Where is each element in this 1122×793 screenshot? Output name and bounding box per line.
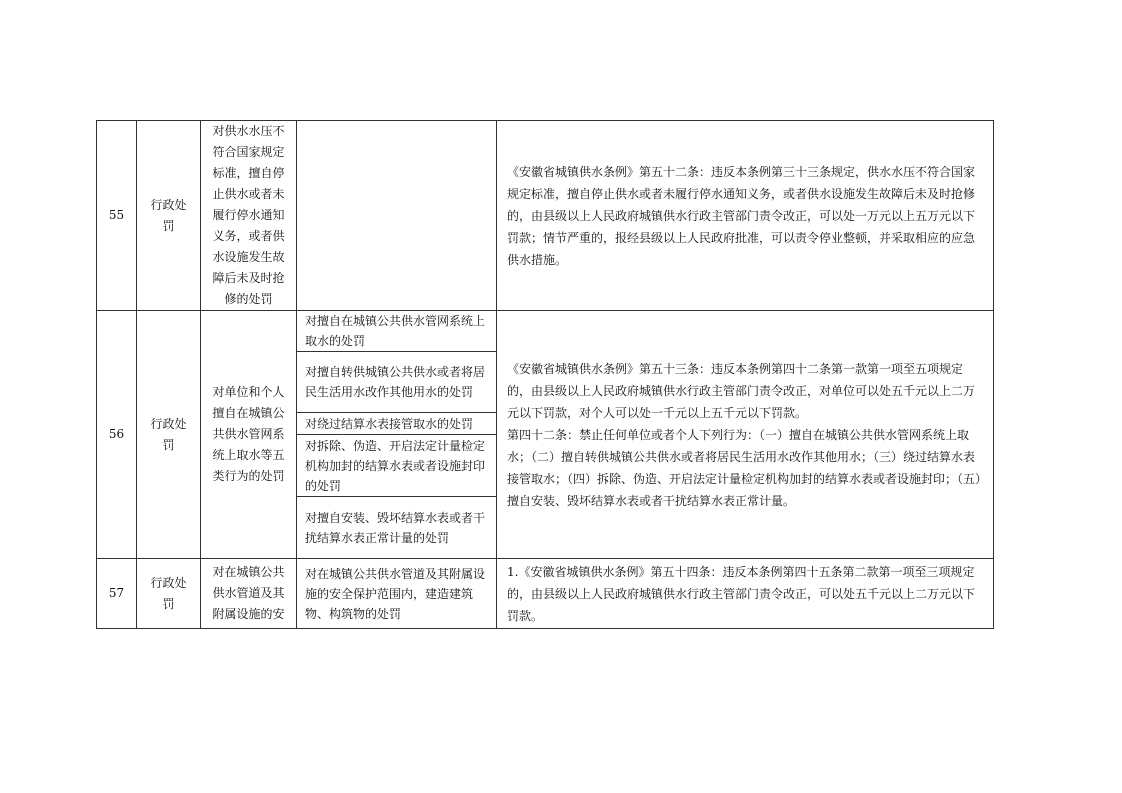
sub-item: 对擅自安装、毁坏结算水表或者干扰结算水表正常计量的处罚 xyxy=(297,497,497,559)
table-row xyxy=(97,559,994,629)
table-row xyxy=(97,121,994,311)
legal-basis xyxy=(497,121,994,311)
sub-item: 对擅自在城镇公共供水管网系统上取水的处罚 xyxy=(297,311,497,352)
legal-basis xyxy=(497,559,994,629)
row-number: 55 xyxy=(97,121,137,311)
legal-basis-text: 《安徽省城镇供水条例》第五十二条：违反本条例第三十三条规定，供水水压不符合国家规定标准，擅自停止供水或者未履行停水通知义务，或者供水设施发生故障后未及时抢修的，由县级以上人民政府城镇供水行政主管部门责令改正，可以处一万元以上五万元以下罚款；情节严重的，报经县级以上人民政府批准，可以责令停业整顿，并采取相应的应急供水措施。 xyxy=(507,164,976,267)
legal-basis xyxy=(497,311,994,559)
sub-item: 对在城镇公共供水管道及其附属设施的安全保护范围内，建造建筑物、构筑物的处罚 xyxy=(297,559,497,629)
row-number: 57 xyxy=(97,559,137,629)
legal-basis-text: 1.《安徽省城镇供水条例》第五十四条：违反本条例第四十五条第二款第一项至三项规定的，由县级以上人民政府城镇供水行政主管部门责令改正，可以处五千元以上二万元以下罚款。 xyxy=(507,564,976,623)
sub-item-empty xyxy=(297,121,497,311)
penalty-item: 对在城镇公共供水管道及其附属设施的安 xyxy=(201,559,297,629)
penalty-item: 对单位和个人擅自在城镇公共供水管网系统上取水等五类行为的处罚 xyxy=(201,311,297,559)
penalty-item: 对供水水压不符合国家规定标准，擅自停止供水或者未履行停水通知义务，或者供水设施发生故障后未及时抢修的处罚 xyxy=(201,121,297,311)
sub-item: 对擅自转供城镇公共供水或者将居民生活用水改作其他用水的处罚 xyxy=(297,352,497,413)
row-number: 56 xyxy=(97,311,137,559)
penalty-type: 行政处罚 xyxy=(137,559,201,629)
legal-basis-text: 第四十二条：禁止任何单位或者个人下列行为：（一）擅自在城镇公共供水管网系统上取水；（二）擅自转供城镇公共供水或者将居民生活用水改作其他用水；（三）绕过结算水表接管取水；（四）拆除、伪造、开启法定计量检定机构加封的结算水表或者设施封印；（五）擅自安装、毁坏结算水表或者干扰结算水表正常计量。 xyxy=(507,427,982,508)
sub-item: 对绕过结算水表接管取水的处罚 xyxy=(297,413,497,435)
penalty-type: 行政处罚 xyxy=(137,311,201,559)
legal-basis-text: 《安徽省城镇供水条例》第五十三条：违反本条例第四十二条第一款第一项至五项规定的，由县级以上人民政府城镇供水行政主管部门责令改正，对单位可以处五千元以上二万元以下罚款，对个人可以处一千元以上五千元以下罚款。 xyxy=(507,361,976,420)
penalty-table xyxy=(96,120,994,629)
sub-item: 对拆除、伪造、开启法定计量检定机构加封的结算水表或者设施封印的处罚 xyxy=(297,435,497,497)
penalty-type: 行政处罚 xyxy=(137,121,201,311)
table-row xyxy=(97,311,994,352)
